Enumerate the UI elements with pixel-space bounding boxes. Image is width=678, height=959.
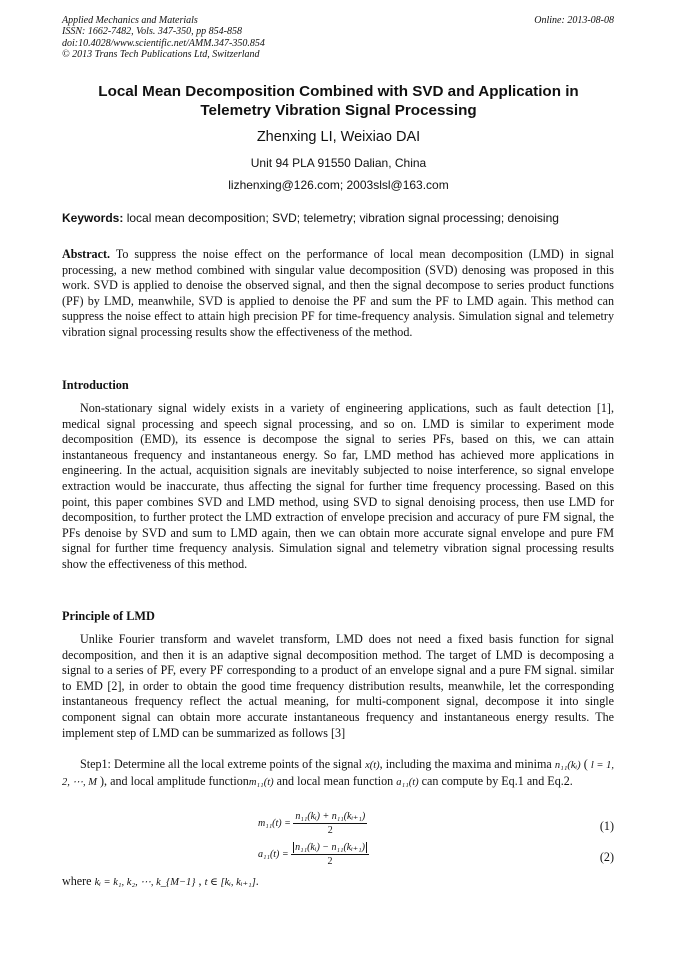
eq2-lhs: a₁₁(t) = [258,848,289,860]
abstract [62,247,614,341]
eq1-number: (1) [599,819,614,833]
online-date: Online: 2013-08-08 [534,15,614,26]
equation-1 [258,811,367,836]
step1-part7: by Eq.1 and Eq.2. [486,773,573,788]
step1-var-a: a₁₁(t) [396,776,419,788]
authors: Zhenxing LI, Weixiao DAI [256,129,421,145]
eq2-number: (2) [599,850,614,864]
step1-part2: , including the maxima and minima [379,757,552,771]
step1-part5: and local mean function [273,773,397,788]
where-expr-t: t ∈ [kᵢ, kᵢ₊₁] [204,877,256,888]
step1-text [62,757,614,790]
step1-var-m: m₁₁(t) [248,776,274,788]
where-label: where [62,874,95,888]
journal-name: Applied Mechanics and Materials [62,15,198,26]
eq1-denominator: 2 [327,825,333,836]
where-expr-k: kᵢ = k₁, k₂, ⋯, k_{M−1} [94,877,196,888]
keywords-text: local mean decomposition; SVD; telemetry; vibration signal processing; denoising [126,211,559,225]
eq2-fraction [291,842,369,867]
title-line-2: Telemetry Vibration Signal Processing [200,102,477,119]
step1-part1: Step1: Determine all the local extreme points of the signal [80,757,366,771]
step1-part6: can compute [418,773,484,788]
equation-2 [258,842,369,867]
eq2-numerator [291,842,369,855]
paper-title [62,82,615,120]
where-sep: , [195,874,205,888]
eq1-lhs: m₁₁(t) = [258,817,291,829]
author-emails[interactable]: lizhenxing@126.com; 2003slsl@163.com [228,178,449,192]
affiliation: Unit 94 PLA 91550 Dalian, China [250,156,427,170]
lmd-heading: Principle of LMD [62,609,155,623]
introduction-heading: Introduction [62,378,129,392]
lmd-text: Unlike Fourier transform and wavelet transform, LMD does not need a fixed basis function for signal decomposition, and then it is an adaptive signal decomposition method. The target of LMD is decomposing a signal to a series of PF, every PF corresponding to a product of an envelope signal and a pure FM signal. similar to EMD [2], in order to obtain the good time frequency distribution results, meanwhile, let the corresponding instantaneous frequency reflect the actual meaning, for multi-component signal, decompose it into single component signal can obtain more accurate instantaneous frequency and instantaneous energy results. The implement step of LMD can be summarized as follows [3] [62,632,614,740]
keywords-label: Keywords: [62,211,124,225]
step1-var-range: l = 1, 2, ⋯, M [62,760,615,788]
doi-line[interactable]: doi:10.4028/www.scientific.net/AMM.347-350.854 [62,37,265,49]
issn-line: ISSN: 1662-7482, Vols. 347-350, pp 854-858 [62,26,242,38]
eq2-denominator: 2 [327,856,333,867]
eq1-numerator: n₁₁(kᵢ) + n₁₁(kᵢ₊₁) [295,811,366,822]
keywords [62,211,615,225]
step1-part4: ), and local amplitude function [97,773,249,788]
where-clause [62,874,614,891]
title-line-1: Local Mean Decomposition Combined with SVD and Application in [98,83,579,100]
introduction-text: Non-stationary signal widely exists in a variety of engineering applications, such as fault detection [1], medical signal processing and speech signal processing, and so on. LMD is similar to experiment mode decomposition (EMD), its essence is decompose the signal to series PFs, based on this, we can attain instantaneous frequency and instantaneous energy. So far, LMD method has achieved more applications in engineering. In the actual, acquisition signals are inevitably subjected to noise interference, so signal envelope extraction would be inaccurate, thus affecting the signal for further time frequency processing. Based on this point, this paper combines SVD and LMD method, using SVD to signal denoising process, then use LMD for decomposition, to further protect the LMD extraction of envelope precision and accuracy of pure FM signal, the PFs denoise by SVD and sum to LMD again, then we can obtain more accurate signal envelope and pure FM signal for further time frequency analysis. Simulation signal and telemetry vibration signal processing results show the effectiveness of this method. [62,401,614,571]
step1-part3: ( [580,757,591,771]
eq1-fraction [293,811,367,836]
abstract-label: Abstract. [62,247,111,261]
eq2-abs-value: n₁₁(kᵢ) − n₁₁(kᵢ₊₁) [295,842,365,853]
step1-var-n: n₁₁(kᵢ) [554,760,581,771]
abstract-text: To suppress the noise effect on the performance of local mean decomposition (LMD) in signal processing, a new method combined with singular value decomposition (SVD) denosing was proposed in this work. SVD is applied to denoise the observed signal, and then the signal decompose to series product functions (PF) by LMD, meanwhile, SVD is applied to denoise the PF and sum the PF to LMD again. This method can suppress the noise effect to attain high precision PF for time-frequency analysis. Simulation signal and telemetry vibration signal processing results show the effectiveness of the method. [62,247,614,339]
journal-meta [62,15,265,61]
copyright-line: © 2013 Trans Tech Publications Ltd, Switzerland [62,49,260,61]
where-end: . [255,874,259,888]
step1-var-x: x(t) [365,760,380,771]
